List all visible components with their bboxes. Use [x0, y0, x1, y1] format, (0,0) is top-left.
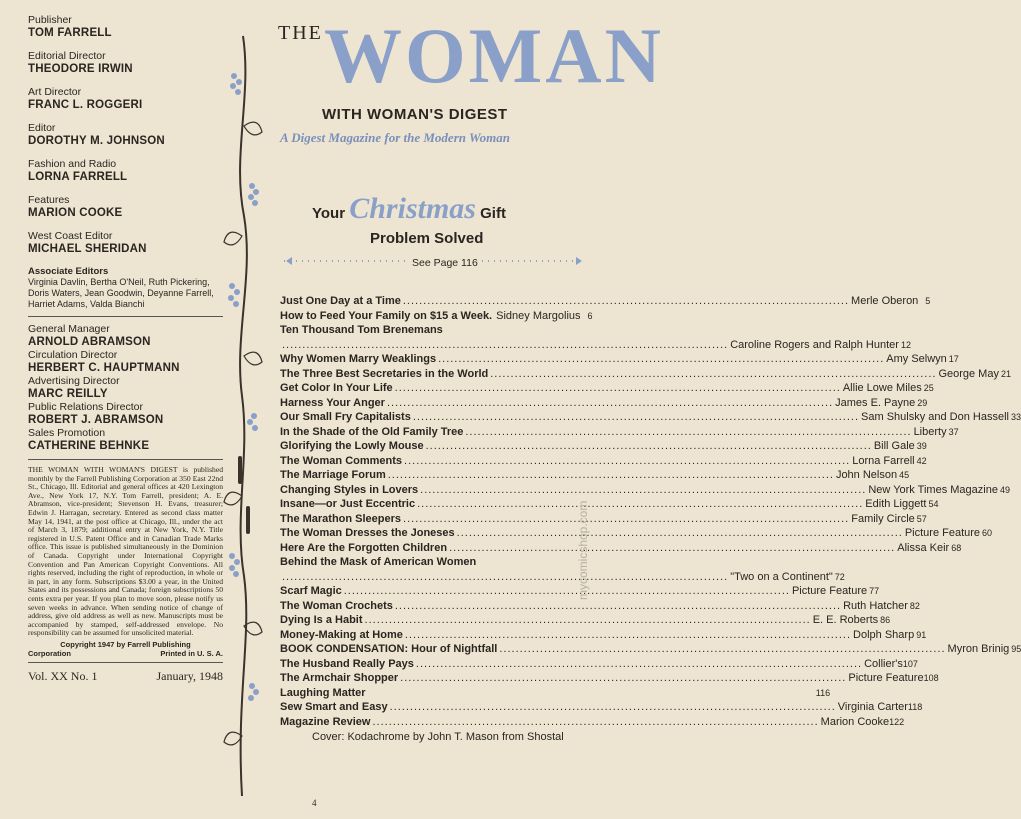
- toc-leader: [388, 468, 834, 483]
- toc-title: The Three Best Secretaries in the World: [280, 367, 489, 380]
- toc-entry[interactable]: [280, 381, 934, 396]
- staff-role: Sales Promotion: [28, 427, 106, 439]
- toc-page: 45: [899, 470, 910, 480]
- toc-leader: [282, 338, 728, 353]
- corporation-label: Corporation: [28, 648, 71, 658]
- toc-author: "Two on a Continent": [730, 570, 833, 583]
- toc-entry[interactable]: [280, 715, 905, 730]
- toc-author: Bill Gale: [873, 440, 915, 452]
- staff-name: HERBERT C. HAUPTMANN: [28, 362, 180, 374]
- table-of-contents: [280, 294, 1021, 743]
- associate-editors-title: Associate Editors: [28, 266, 109, 277]
- toc-author: Picture Feature: [791, 585, 868, 597]
- toc-entry[interactable]: [280, 613, 891, 628]
- toc-title: Harness Your Anger: [280, 396, 385, 409]
- toc-author: John Nelson: [835, 469, 898, 481]
- watermark: mycomicshop.com: [576, 500, 590, 600]
- staff-name: ROBERT J. ABRAMSON: [28, 414, 164, 426]
- toc-title: Insane—or Just Eccentric: [280, 498, 416, 510]
- toc-entry[interactable]: [280, 454, 927, 469]
- toc-title: Get Color In Your Life: [280, 382, 393, 394]
- masthead-subtitle: WITH WOMAN'S DIGEST: [322, 106, 508, 123]
- toc-author: Sam Shulsky and Don Hassell: [861, 411, 1009, 423]
- staff-role: Publisher: [28, 14, 72, 26]
- toc-entry[interactable]: [280, 483, 1010, 498]
- toc-entry[interactable]: [280, 541, 962, 556]
- toc-title: Glorifying the Lowly Mouse: [280, 440, 424, 452]
- toc-author: Ruth Hatcher: [843, 599, 908, 612]
- printed-label: Printed in U. S. A.: [160, 648, 223, 658]
- toc-page: 108: [923, 673, 939, 683]
- toc-title: Dying Is a Habit: [280, 614, 363, 626]
- staff-role: Fashion and Radio: [28, 158, 117, 170]
- toc-page: 82: [909, 600, 920, 611]
- toc-page: 60: [982, 528, 993, 538]
- staff-role: Art Director: [28, 86, 82, 98]
- staff-entry: [28, 158, 223, 184]
- issue-date: January, 1948: [156, 668, 223, 683]
- staff-role: Advertising Director: [28, 375, 120, 387]
- staff-name: CATHERINE BEHNKE: [28, 440, 150, 452]
- toc-title: Our Small Fry Capitalists: [280, 411, 411, 423]
- staff-name: TOM FARRELL: [28, 27, 112, 39]
- toc-title: Why Women Marry Weaklings: [280, 353, 437, 365]
- staff-name: MARC REILLY: [28, 388, 108, 400]
- toc-entry[interactable]: [280, 599, 920, 614]
- toc-page: 116: [815, 687, 831, 698]
- staff-role: Circulation Director: [28, 349, 118, 361]
- toc-author: Family Circle: [851, 512, 915, 525]
- toc-title: Here Are the Forgotten Children: [280, 541, 448, 554]
- toc-title: The Husband Really Pays: [280, 657, 414, 670]
- see-page-link[interactable]: See Page 116: [412, 257, 478, 269]
- toc-page: 25: [923, 383, 934, 393]
- toc-entry[interactable]: [280, 396, 928, 411]
- toc-author: Merle Oberon: [851, 295, 919, 307]
- toc-author: Edith Liggett: [865, 498, 927, 510]
- toc-leader: [403, 294, 849, 309]
- staff-name: THEODORE IRWIN: [28, 63, 133, 75]
- toc-page: 77: [869, 586, 880, 596]
- toc-title: Laughing Matter: [280, 686, 366, 699]
- toc-entry[interactable]: [280, 700, 923, 715]
- toc-entry[interactable]: [280, 468, 910, 483]
- divider: [28, 459, 223, 460]
- staff-role: Editor: [28, 122, 56, 134]
- toc-entry[interactable]: [280, 410, 1021, 425]
- toc-leader: [365, 613, 811, 628]
- toc-entry[interactable]: [280, 686, 831, 701]
- toc-author: Marion Cooke: [820, 715, 890, 728]
- toc-leader: [387, 396, 833, 411]
- masthead-tagline: A Digest Magazine for the Modern Woman: [280, 130, 510, 145]
- staff-name: MARION COOKE: [28, 207, 123, 219]
- toc-leader: [390, 700, 836, 715]
- staff-role: Public Relations Director: [28, 401, 143, 413]
- toc-author: Alissa Keir: [897, 541, 950, 554]
- staff-entry: [28, 401, 223, 427]
- toc-title: The Woman Dresses the Joneses: [280, 527, 455, 539]
- toc-author: George May: [938, 367, 999, 380]
- toc-page: 21: [1000, 368, 1011, 379]
- toc-entry[interactable]: [280, 425, 959, 440]
- toc-entry[interactable]: [280, 323, 590, 338]
- staff-entry: [28, 375, 223, 401]
- toc-author: Picture Feature: [904, 527, 981, 539]
- toc-page: 33: [1010, 412, 1021, 422]
- toc-author: James E. Payne: [835, 396, 916, 409]
- toc-page: 107: [902, 658, 918, 669]
- toc-page: 72: [834, 571, 845, 582]
- toc-entry[interactable]: [280, 628, 927, 643]
- toc-leader: [282, 570, 728, 585]
- toc-leader: [457, 526, 903, 541]
- christmas-promo-line2: Problem Solved: [370, 230, 484, 247]
- toc-title: The Armchair Shopper: [280, 672, 399, 684]
- toc-page: 12: [900, 339, 911, 350]
- toc-author: Lorna Farrell: [852, 454, 915, 467]
- page-number: 4: [312, 798, 317, 808]
- toc-leader: [413, 410, 859, 425]
- toc-entry[interactable]: [280, 555, 590, 570]
- toc-author: New York Times Magazine: [868, 483, 998, 496]
- publication-notice: THE WOMAN WITH WOMAN'S DIGEST is published monthly by the Farrell Publishing Corporation at 350 East 22nd St., Chicago, Ill. Editorial and general offices at 420 Lexington Ave., New York 17, N.Y. Tom Farrell, president; A. E. Abramson, vice-president; Stevenson H. Evans, treasurer; Edwin J. Harragan, secretary. Entered as second class matter May 14, 1941, at the post office at Chicago, Ill., under the act of March 3, 1879; additional entry at New York, N.Y. Title registered in U.S. Patent Office and in Canadian Trade Marks office. This issue is published simultaneously in the Dominion of Canada. Copyright under International Copyright Convention and Pan American Copyright Conventions. All rights reserved, including the right of reproduction, in whole or in part, in any form. Subscriptions $3.00 a year, in the United States and its possessions and Canada; foreign subscriptions 50 cents extra per year. If you plan to move soon, please notify us seven weeks in advance. When sending notice of change of address, give old address as well as new. Manuscripts must be accompanied by stamped, self-addressed envelope. No responsibility can be assumed for unsolicited material.: [28, 465, 223, 638]
- toc-leader: [395, 599, 841, 614]
- staff-name: ARNOLD ABRAMSON: [28, 336, 151, 348]
- toc-entry[interactable]: [280, 657, 918, 672]
- toc-leader: [417, 497, 863, 512]
- toc-leader: [490, 367, 936, 382]
- toc-leader: [449, 541, 895, 556]
- toc-page: 91: [916, 629, 927, 640]
- staff-entry: [28, 349, 223, 375]
- toc-author: Dolph Sharp: [853, 628, 915, 641]
- toc-page: 95: [1011, 644, 1021, 654]
- staff-role: General Manager: [28, 323, 110, 335]
- divider: [28, 662, 223, 663]
- toc-entry[interactable]: [280, 338, 911, 353]
- toc-leader: [438, 352, 884, 367]
- toc-page: 6: [587, 310, 593, 321]
- toc-title: Ten Thousand Tom Brenemans: [280, 324, 443, 336]
- toc-author: Caroline Rogers and Ralph Hunter: [730, 338, 899, 351]
- toc-leader: [403, 512, 849, 527]
- associate-editors-names: Virginia Davlin, Bertha O'Neil, Ruth Pickering, Doris Waters, Jean Goodwin, Deyanne Farrell, Harriet Adams, Valda Bianchi: [28, 277, 214, 309]
- toc-title: The Woman Comments: [280, 454, 403, 467]
- toc-leader: [372, 715, 818, 730]
- toc-author: Allie Lowe Miles: [842, 382, 922, 394]
- copyright-line: Copyright 1947 by Farrell Publishing: [60, 639, 191, 649]
- toc-author: Sidney Margolius: [496, 309, 581, 322]
- staff-entry: [28, 194, 223, 220]
- toc-title: In the Shade of the Old Family Tree: [280, 425, 464, 438]
- toc-page: 54: [928, 499, 939, 509]
- toc-page: 118: [907, 702, 923, 712]
- toc-author: Amy Selwyn: [886, 353, 947, 365]
- toc-author: Myron Brinig: [947, 643, 1010, 655]
- toc-author: Liberty: [913, 425, 947, 438]
- toc-leader: [404, 454, 850, 469]
- toc-entry[interactable]: [280, 367, 1011, 382]
- toc-title: Magazine Review: [280, 715, 371, 728]
- toc-leader: [499, 642, 945, 657]
- toc-title: BOOK CONDENSATION: Hour of Nightfall: [280, 643, 498, 655]
- toc-title: The Woman Crochets: [280, 599, 393, 612]
- toc-page: 17: [948, 354, 959, 364]
- volume-label: Vol. XX No. 1: [28, 668, 98, 683]
- divider: [28, 316, 223, 317]
- toc-entry[interactable]: [280, 439, 927, 454]
- toc-entry[interactable]: [280, 352, 959, 367]
- toc-entry[interactable]: [280, 584, 880, 599]
- toc-page: 29: [917, 397, 928, 408]
- toc-leader: [405, 628, 851, 643]
- staff-entry: [28, 50, 223, 76]
- toc-leader: [465, 425, 911, 440]
- toc-title: Sew Smart and Easy: [280, 701, 388, 713]
- toc-entry[interactable]: [280, 671, 939, 686]
- toc-page: 39: [916, 441, 927, 451]
- toc-page: 57: [916, 513, 927, 524]
- masthead-title: WOMAN: [324, 12, 664, 99]
- toc-author: Picture Feature: [848, 672, 924, 684]
- toc-title: The Marriage Forum: [280, 469, 386, 481]
- toc-title: Money-Making at Home: [280, 628, 403, 641]
- masthead-staff-column: [28, 14, 223, 684]
- staff-name: MICHAEL SHERIDAN: [28, 243, 147, 255]
- toc-page: 122: [889, 716, 905, 727]
- toc-entry[interactable]: [280, 526, 993, 541]
- toc-entry[interactable]: [280, 570, 845, 585]
- staff-entry: [28, 14, 223, 40]
- toc-page: 86: [880, 615, 891, 625]
- toc-leader: [395, 381, 841, 396]
- christmas-promo: Your Christmas Gift: [312, 192, 506, 225]
- toc-title: The Marathon Sleepers: [280, 512, 402, 525]
- managers-list: [28, 323, 223, 453]
- toc-title: Changing Styles in Lovers: [280, 483, 419, 496]
- christmas-word: Christmas: [349, 192, 476, 225]
- staff-entry: [28, 427, 223, 453]
- staff-entry: [28, 323, 223, 349]
- toc-author: Collier's: [864, 657, 903, 670]
- toc-page: 37: [948, 426, 959, 437]
- staff-role: West Coast Editor: [28, 230, 113, 242]
- toc-page: 42: [916, 455, 927, 466]
- toc-entry[interactable]: [280, 642, 1021, 657]
- toc-page: 49: [999, 484, 1010, 495]
- toc-entry[interactable]: [280, 497, 939, 512]
- cover-credit: Cover: Kodachrome by John T. Mason from Shostal: [312, 731, 564, 743]
- staff-role: Editorial Director: [28, 50, 106, 62]
- toc-leader: [344, 584, 790, 599]
- staff-role: Features: [28, 194, 70, 206]
- toc-title: Just One Day at a Time: [280, 295, 401, 307]
- toc-entry[interactable]: [280, 309, 593, 324]
- staff-entry: [28, 122, 223, 148]
- toc-leader: [416, 657, 862, 672]
- masthead-the: THE: [278, 22, 323, 44]
- staff-name: FRANC L. ROGGERI: [28, 99, 143, 111]
- toc-entry[interactable]: [280, 294, 931, 309]
- staff-name: LORNA FARRELL: [28, 171, 128, 183]
- toc-title: Behind the Mask of American Women: [280, 556, 477, 568]
- staff-list: [28, 14, 223, 256]
- staff-entry: [28, 230, 223, 256]
- toc-title: How to Feed Your Family on $15 a Week.: [280, 309, 493, 322]
- floral-vine-ornament: [222, 36, 264, 796]
- toc-author: E. E. Roberts: [812, 614, 879, 626]
- toc-author: Virginia Carter: [837, 701, 908, 713]
- toc-page: 68: [951, 542, 962, 553]
- toc-leader: [400, 671, 846, 686]
- toc-page: 5: [925, 296, 931, 306]
- toc-leader: [426, 439, 872, 454]
- staff-entry: [28, 86, 223, 112]
- staff-name: DOROTHY M. JOHNSON: [28, 135, 165, 147]
- toc-entry[interactable]: [280, 512, 927, 527]
- toc-title: Scarf Magic: [280, 585, 342, 597]
- toc-leader: [420, 483, 866, 498]
